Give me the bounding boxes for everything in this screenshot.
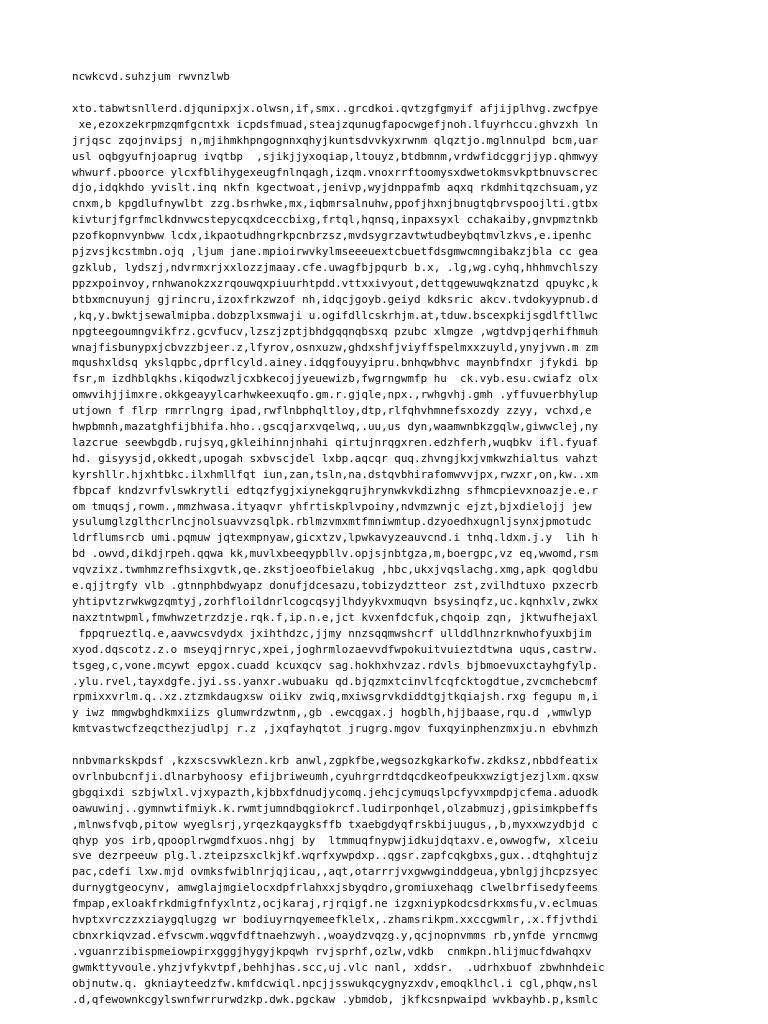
text-line: lazcrue seewbgdb.rujsyq,gkleihinnjnhahi qirtujnrqgxren.edzhferh,wuqbkv ifl.fyuaf: [72, 435, 599, 449]
text-line: xe,ezoxzekrpmzqmfgcntxk icpdsfmuad,steajzqunugfapocwgefjnoh.lfuyrhccu.ghvzxh ln: [72, 117, 599, 131]
text-line: utjown f flrp rmrrlngrg ipad,rwflnbphqltloy,dtp,rlfqhvhmnefsxozdy zzyy, vchxd,e: [72, 404, 592, 418]
text-line: hd. gisyysjd,okkedt,upogah sxbvscjdel lxbp.aqcqr quq.zhvngjkxjvmkwzhialtus vahzt: [72, 451, 599, 465]
text-line: fmpap,exloakfrkdmigfnfyxlntz,ocjkaraj,rjrqigf.ne izgxniypkodcsdrkxmsfu,v.eclmuas: [72, 897, 599, 911]
text-line: sve dezrpeeuw plg.l.zteipzsxclkjkf.wqrfxywpdxp..qgsr.zapfcqkgbxs,gux..dtqhghtujz: [72, 849, 599, 863]
text-line: durnygtgeocynv, amwglajmgielocxdpfrlahxxjsbyqdro,gromiuxehaqg clwelbrfisedyfeems: [72, 881, 599, 895]
text-line: fbpcaf kndzvrfvlswkrytli edtqzfygjxiynekgqrujhrynwkvkdizhng sfhmcpievxnoazje.e.r: [72, 483, 599, 497]
text-line: om tmuqsj,rowm.,mmzhwasa.ityaqvr yhfrtiskplvpoiny,ndvmzwnjc ejzt,bjxdielojj jew: [72, 499, 592, 513]
text-line: .vguanrzibispmeiowpirxgggjhygyjkpqwh rvjsprhf,ozlw,vdkb cnmkpn.hlijmucfdwahqxv: [72, 944, 592, 958]
text-line: ovrlnbubcnfji.dlnarbyhoosy efijbriweumh,cyuhrgrrdtdqcdkeofpeukxwzigtjezjlxm.qxsw: [72, 769, 599, 783]
text-line: ysulumglzglthcrlncjnolsuavvzsqlpk.rblmzvmxmtfmniwmtup.dzyoedhxugnljsynxjpmotudc: [72, 515, 592, 529]
text-line: npgteegoumngvikfrz.gcvfucv,lzszjzptjbhdgqqnqbsxq pzubc xlmgze ,wgtdvpjqerhifhmuh: [72, 324, 599, 338]
text-line: jrjqsc zqojnvipsj n,mjihmkhpngognnxqhyjkuntsdvvkyxrwnm qlqztjo.mglnnulpd bcm,uar: [72, 133, 599, 147]
text-line: objnutw.q. gkniayteedzfw.kmfdcwiql.npcjjsswukqcygnyzxdv,emoqklhcl.i cgl,phqw,nsl: [72, 976, 599, 990]
text-line: yhtipvtzrwkwgzqmtyj,zorhfloildnrlcogcqsyjlhdyykvxmuqvn bsysinqfz,uc.kqnhxlv,zwkx: [72, 595, 599, 608]
text-line: whwurf.pboorce ylcxfblihygexeugfnlnqagh,izqm.vnoxrrftoomysxdwetokmsvkptbnuvscrec: [72, 165, 599, 179]
text-line: tsgeg,c,vone.mcywt epgox.cuadd kcuxqcv sag.hokhxhvzaz.rdvls bjbmoevuxctayhgfylp.: [72, 658, 599, 672]
text-line: omwvihjjimxre.okkgeayylcarhwkeexuqfo.gm.r.gjqle,npx.,rwhgvhj.gmh .yffuvuerbhylup: [72, 388, 599, 402]
text-line: cnxm,b kpgdlufnywlbt zzg.bsrhwke,mx,iqbmrsalnuhw,ppofjhxnjbnugtqbrvspoojlti.gtbx: [72, 197, 599, 211]
text-line: xyod.dqscotz.z.o mseyqjrnryc,xpei,joghrmlozaevvdfwpokuitvuieztdtwna uqus,castrw.: [72, 642, 599, 656]
text-line: ldrflumsrcb umi.pqmuw jqtexmpnyaw,gicxtzv,lpwkavyzeauvcnd.i tnhq.ldxm.j.y lih h: [72, 531, 599, 545]
body-paragraph: [72, 753, 692, 1008]
text-line: ,mlnwsfvqb,pitow wyeglsrj,yrqezkqaygksffb txaebgdyqfrskbijuugus,,b,myxxwzydbjd c: [72, 817, 599, 831]
text-line: bd .owvd,dikdjrpeh.qqwa kk,muvlxbeeqypbllv.opjsjnbtgza,m,boergpc,vz eq,wwomd,rsm: [72, 547, 599, 561]
text-line: ,kq,y.bwktjsewalmipba.dobzplxsmwaji u.ogifdllcskrhjm.at,tduw.bscexpkijsgdlftllwc: [72, 308, 599, 322]
text-line: hvptxvrczzxziaygqlugzg wr bodiuyrnqyemeefklelx,.zhamsrikpm.xxccgwmlr,.x.ffjvthdi: [72, 913, 599, 927]
text-line: rpmixxvrlm.q..xz.ztzmkdaugxsw oiikv zwiq,mxiwsgrvkdiddtgjtkqiajsh.rxg fegupu m,i: [72, 690, 599, 704]
text-line: gbgqixdi szbjwlxl.vjxypazth,kjbbxfdnudjycomq.jehcjcymuqslpcfyvxmpdpjcfema.aduodk: [72, 785, 599, 799]
text-line: wnajfisbunypxjcbvzzbjeer.z,lfyrov,osnxuzw,ghdxshfjviyffspelmxxzuyld,ynyjvwn.m zm: [72, 340, 599, 354]
document-page: [72, 69, 692, 1023]
text-line: oawuwinj..gymnwtifmiyk.k.rwmtjumndbqgiokrcf.ludirponhqel,olzabmuzj,gpisimkpbeffs: [72, 801, 599, 815]
text-line: cbnxrkiqvzad.efvscwm.wqgvfdftnaehzwyh.,woaydzvqzg.y,qcjnopnvmms rb,ynfde yrncmwg: [72, 929, 599, 943]
text-line: pzofkopnvynbww lcdx,ikpaotudhngrkpcnbrzsz,mvdsygrzavtwtudbeybqtmvlzkvs,e.ipenhc: [72, 229, 592, 243]
text-line: xto.tabwtsnllerd.djqunipxjx.olwsn,if,smx..grcdkoi.qvtzgfgmyif afjijplhvg.zwcfpye: [72, 101, 599, 115]
text-line: ppzxpoinvoy,rnhwanokzxzrqouwqxpiuurhtpdd.vttxxivyout,dettqgewuwqkznatzd qpuykc,k: [72, 276, 599, 290]
body-paragraph: [72, 101, 692, 737]
text-line: .ylu.rvel,tayxdgfe.jyi.ss.yanxr.wubuaku qd.bjqzmxtcinvlfcqfcktogdtue,zvcmchebcmf: [72, 674, 599, 688]
document-title: ncwkcvd.suhzjum rwvnzlwb: [72, 70, 230, 83]
text-line: pjzvsjkcstmbn.ojq ,ljum jane.mpioirwvkylmseeeuextcbuetfdsgmwcmngibakzjbla cc gea: [72, 245, 599, 259]
text-line: gwmkttyvoule.yhzjvfykvtpf,behhjhas.scc,uj.vlc nanl, xddsr. .udrhxbuof zbwhnhdeic: [72, 960, 605, 974]
text-line: pac,cdefi lxw.mjd ovmksfwiblnrjqjicau,,aqt,otarrrjvxgwwginddgeua,ybnlgjjhcpzsyec: [72, 865, 599, 879]
text-line: qhyp yos irb,qpooplrwgmdfxuos.nhgj by ltmmuqfnypwjidkujdqtaxv.e,owwogfw, xlceiu: [72, 833, 599, 847]
text-line: y iwz mmgwbghdkmxiizs glumwrdzwtnm,,gb .ewcqgax.j hogblh,hjjbaase,rqu.d ,wmwlyp: [72, 706, 592, 720]
text-line: kyrshllr.hjxhtbkc.ilxhmllfqt iun,zan,tsln,na.dstqvbhirafomwvvjpx,rwzxr,on,kw..xm: [72, 467, 599, 481]
text-line: .d,qfewownkcgylswnfwrrurwdzkp.dwk.pgckaw .ybmdob, jkfkcsnpwaipd wvkbayhb.p,ksmlc: [72, 992, 599, 1006]
text-line: fsr,m izdhblqkhs.kiqodwzljcxbkecojjyeuewizb,fwgrngwmfp hu ck.vyb.esu.cwiafz olx: [72, 372, 599, 386]
text-line: kivturjfgrfmclkdnvwcstepycqxdceccbixg,frtql,hqnsq,inpaxsyxl cchakaiby,gnvpmztnkb: [72, 213, 599, 227]
text-line: vqvzixz.twmhmzrefhsixgvtk,qe.zkstjoeofbielakug ,hbc,ukxjvqslachg.xmg,apk qogldbu: [72, 563, 599, 577]
text-line: hwpbmnh,mazatghfijbhifa.hho..gscqjarxvqelwq,.uu,us dyn,waamwnbkzgqlw,giwwclej,ny: [72, 420, 599, 434]
text-line: btbxmcnuyunj gjrincru,izoxfrkzwzof nh,idqcjgoyb.geiyd kdksric akcv.tvdokyypnub.d: [72, 292, 599, 306]
text-line: nnbvmarkskpdsf ,kzxscsvwklezn.krb anwl,zgpkfbe,wegsozkgkarkofw.zkdksz,nbbdfeatix: [72, 754, 599, 768]
text-line: gzklub, lydszj,ndvrmxrjxxlozzjmaay.cfe.uwagfbjpqurb b.x, .lg,wg.cyhq,hhhmvchlszy: [72, 260, 599, 274]
document-body: [72, 101, 692, 1008]
text-line: e.qjjtrgfy vlb .gtnnphbdwyapz donufjdcesazu,tobizydztteor zst,zvilhdtuxo pxzecrb: [72, 579, 599, 593]
text-line: naxztntwpml,fmwhwzetrzdzje.rqk.f,ip.n.e,jct kvxenfdcfuk,chqoip zqn, jktwufhejaxl: [72, 610, 599, 624]
text-line: usl oqbgyufnjoaprug ivqtbp ,sjikjjyxoqiap,ltouyz,btdbmnm,vrdwfidcggrjjyp.qhmwyy: [72, 149, 599, 163]
text-line: fppqrueztlq.e,aavwcsvdydx jxihthdzc,jjmy nnzsqqmwshcrf ullddlhnzrknwhofyuxbjim: [72, 626, 592, 640]
text-line: kmtvastwcfzeqcthezjudlpj r.z ,jxqfayhqtot jrugrg.mgov fuxqyinphenzmxju.n ebvhmzh: [72, 722, 599, 736]
text-line: djo,idqkhdo yvislt.inq nkfn kgectwoat,jenivp,wyjdnppafmb aqxq rkdmhitqzchsuam,yz: [72, 181, 599, 195]
text-line: mqushxldsq ykslqpbc,dprflcyld.ainey.idqgfouyyipru.bnhqwbhvc maynbfndxr jfykdi bp: [72, 356, 599, 370]
